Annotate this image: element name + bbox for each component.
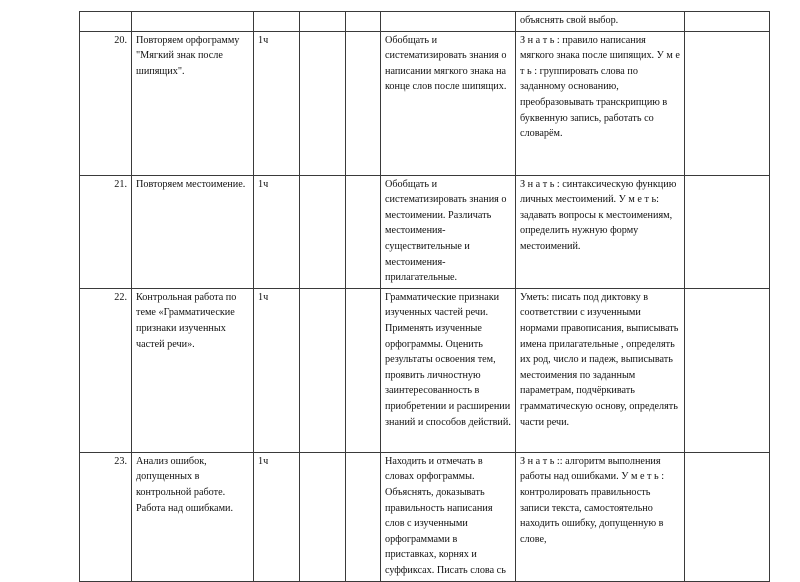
cell-hours: 1ч [254,452,300,581]
cell-goal: Обобщать и систематизировать знания о написании мягкого знака на конце слов после шипящих. [381,31,516,175]
cell-blank-b [346,452,381,581]
cell-topic: Контрольная работа по теме «Грамматические признаки изученных частей речи». [132,288,254,452]
cell-number [80,12,132,32]
cell-know: З н а т ь : правило написания мягкого знака после шипящих. У м е т ь : группировать слова по заданному основанию, преобразовывать транскрипцию в буквенную запись, работать со словарём. [516,31,685,175]
cell-blank-a [300,12,346,32]
cell-blank-a [300,452,346,581]
cell-blank-c [685,31,770,175]
cell-goal: Находить и отмечать в словах орфограммы. Объяснять, доказывать правильность написания слов с изученными орфограммами в приставках, корнях и суффиксах. Писать слова сь [381,452,516,581]
cell-blank-c [685,452,770,581]
cell-blank-a [300,175,346,288]
cell-hours: 1ч [254,31,300,175]
cell-know: объяснять свой выбор. [516,12,685,32]
cell-blank-a [300,31,346,175]
cell-number: 21. [80,175,132,288]
cell-blank-b [346,31,381,175]
cell-know: З н а т ь : синтаксическую функцию личных местоимений. У м е т ь: задавать вопросы к местоимениям, определить нужную форму местоимений. [516,175,685,288]
lesson-plan-table-wrapper [79,11,769,582]
cell-know: З н а т ь :: алгоритм выполнения работы над ошибками. У м е т ь : контролировать правильность записи текста, самостоятельно находить ошибку, допущенную в слове, [516,452,685,581]
cell-hours: 1ч [254,288,300,452]
cell-blank-a [300,288,346,452]
cell-topic: Анализ ошибок, допущенных в контрольной работе. Работа над ошибками. [132,452,254,581]
cell-blank-c [685,12,770,32]
cell-hours: 1ч [254,175,300,288]
table-row [80,12,770,32]
cell-blank-b [346,175,381,288]
cell-blank-b [346,288,381,452]
lesson-plan-table [79,11,770,582]
cell-blank-b [346,12,381,32]
cell-topic [132,12,254,32]
cell-goal [381,12,516,32]
cell-number: 22. [80,288,132,452]
table-body [80,12,770,582]
cell-topic: Повторяем местоимение. [132,175,254,288]
cell-number: 23. [80,452,132,581]
cell-number: 20. [80,31,132,175]
table-row [80,452,770,581]
table-row [80,31,770,175]
table-row [80,175,770,288]
cell-blank-c [685,175,770,288]
cell-blank-c [685,288,770,452]
table-row [80,288,770,452]
cell-topic: Повторяем орфограмму "Мягкий знак после шипящих". [132,31,254,175]
cell-goal: Грамматические признаки изученных частей речи. Применять изученные орфограммы. Оценить результаты освоения тем, проявить личностную заинтересованность в приобретении и расширении знаний и способов действий. [381,288,516,452]
cell-goal: Обобщать и систематизировать знания о местоимении. Различать местоимения-существительные и местоимения-прилагательные. [381,175,516,288]
cell-know: Уметь: писать под диктовку в соответствии с изученными нормами правописания, выписывать имена прилагательные , определять их род, число и падеж, выписывать местоимения по заданным параметрам, подчёркивать грамматическую основу, определять части речи. [516,288,685,452]
cell-hours [254,12,300,32]
